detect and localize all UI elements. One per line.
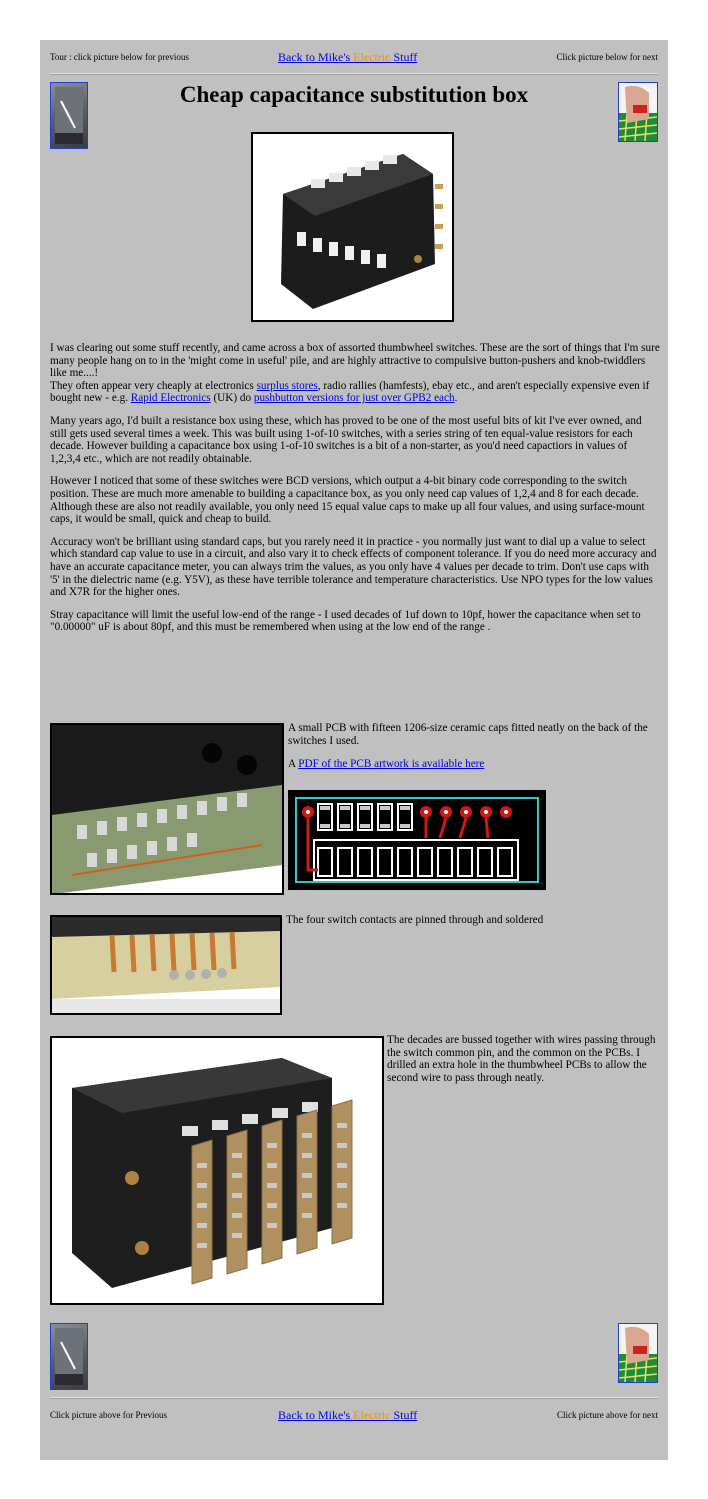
pdf-caption-prefix: A [288, 758, 299, 771]
prev-page-thumbnail[interactable] [50, 82, 88, 149]
pcb-caption-block [288, 722, 658, 782]
prev-hint-bottom: Click picture above for Previous [50, 1410, 167, 1420]
next-hint-bottom: Click picture above for next [557, 1410, 658, 1420]
rapid-electronics-link[interactable]: Rapid Electronics [130, 392, 211, 405]
divider-top [50, 73, 658, 75]
back-link-bottom-text: Back to Mike's [278, 1408, 354, 1422]
page-container [40, 40, 668, 1460]
intro-paragraph-5: Stray capacitance will limit the useful low-end of the range - I used decades of 1uf down to 10pf, hower the capacitance when set to "0.00000" uF is about 80pf, and this must be remembered when using at the low end of the range . [50, 608, 641, 634]
bottom-nav [50, 1410, 658, 1424]
surplus-stores-link[interactable]: surplus stores [256, 379, 318, 392]
pcb-back-photo [50, 723, 284, 895]
intro-p1-d: (UK) do [210, 392, 254, 405]
prev-thumbnail-image [51, 83, 87, 148]
back-link-bottom-stuff: Stuff [390, 1408, 418, 1422]
next-hint: Click picture below for next [556, 52, 658, 62]
intro-text [50, 342, 660, 644]
top-nav [50, 52, 658, 66]
back-link[interactable] [278, 50, 417, 65]
switch-contacts-image [52, 917, 280, 1013]
back-link-text: Back to Mike's [278, 50, 354, 64]
pushbutton-versions-link[interactable]: pushbutton versions for just over GPB2 each [253, 392, 455, 405]
intro-p1-text: I was clearing out some stuff recently, and came across a box of assorted thumbwheel switches. These are the sort of things that I'm sure many people hang on to in the 'might come in useful' pile, and are highly attractive to compulsive button-pushers and knob-twiddlers like me....! [50, 342, 660, 380]
switch-contacts-caption: The four switch contacts are pinned through and soldered [286, 914, 544, 926]
pdf-caption [288, 758, 658, 771]
intro-paragraph-3: However I noticed that some of these switches were BCD versions, which output a 4-bit binary code corresponding to the switch position. These are much more amenable to building a capacitance box, as you only need cap values of 1,2,4 and 8 for each decade. Although these are also not readily available, you only need 15 equal value caps to make up all four values, and using surface-mount caps, it would be small, quick and cheap to build. [50, 475, 645, 526]
back-link-stuff: Stuff [390, 50, 418, 64]
assembled-box-caption: The decades are bussed together with wires passing through the switch common pin, and the common on the PCBs. I drilled an extra hole in the thumbwheel PCBs to allow the second wire to pass through neatly. [387, 1034, 656, 1084]
prev-hint: Tour : click picture below for previous [50, 52, 189, 62]
next-thumbnail-image [619, 83, 657, 141]
pcb-artwork-pdf-link[interactable]: PDF of the PCB artwork is available here [298, 758, 485, 771]
intro-p1-b: They often appear very cheaply at electronics [50, 379, 257, 392]
thumbwheel-switch-photo [253, 134, 452, 320]
assembled-box-photo [50, 1036, 384, 1305]
pcb-artwork-drawing [288, 790, 546, 890]
back-link-electric: Electric [353, 50, 391, 64]
pcb-caption: A small PCB with fifteen 1206-size ceramic caps fitted neatly on the back of the switches I used. [288, 722, 648, 747]
back-link-bottom-electric: Electric [353, 1408, 391, 1422]
intro-p1-e: . [454, 392, 458, 405]
page-title: Cheap capacitance substitution box [179, 82, 529, 107]
intro-p1-c: , radio rallies (hamfests), ebay etc., and aren't especially expensive even if bought new - e.g. [50, 379, 650, 405]
prev-page-thumbnail-bottom[interactable] [50, 1323, 88, 1390]
next-page-thumbnail[interactable] [618, 82, 658, 142]
next-thumbnail-image-bottom [619, 1324, 657, 1382]
intro-paragraph-1 [50, 342, 660, 405]
intro-paragraph-4: Accuracy won't be brilliant using standard caps, but you rarely need it in practice - you normally just want to dial up a value to select which standard cap value to use in a circuit, and also vary it to check effects of component tolerance. If you do need more accuracy and have an accurate capacitance meter, you can always trim the values, as you only have 4 values per decade to trim. Don't use caps with '5' in the dielectric name (e.g. Y5V), as these have terrible tolerance and temperature characteristics. Use NPO types for the low values and X7R for the higher ones. [50, 535, 657, 599]
prev-thumbnail-image-bottom [51, 1324, 87, 1389]
pcb-artwork-image [288, 790, 546, 890]
intro-paragraph-2: Many years ago, I'd built a resistance box using these, which has proved to be one of the most useful bits of kit I've ever owned, and still gets used several times a week. This was built using 1-of-10 switches, with a series string of ten equal-value resistors for each decade. However building a capacitance box using 1-of-10 switches is a bit of a non-starter, as you'd need capactiors in values of 1,2,3,4 etc., which are not readily obtainable. [50, 414, 642, 465]
pcb-photo-image [52, 725, 282, 893]
back-link-bottom[interactable] [278, 1408, 417, 1423]
divider-bottom [50, 1397, 658, 1399]
assembled-box-image [52, 1038, 382, 1303]
main-photo [251, 132, 454, 322]
switch-contacts-photo [50, 915, 282, 1015]
next-page-thumbnail-bottom[interactable] [618, 1323, 658, 1383]
